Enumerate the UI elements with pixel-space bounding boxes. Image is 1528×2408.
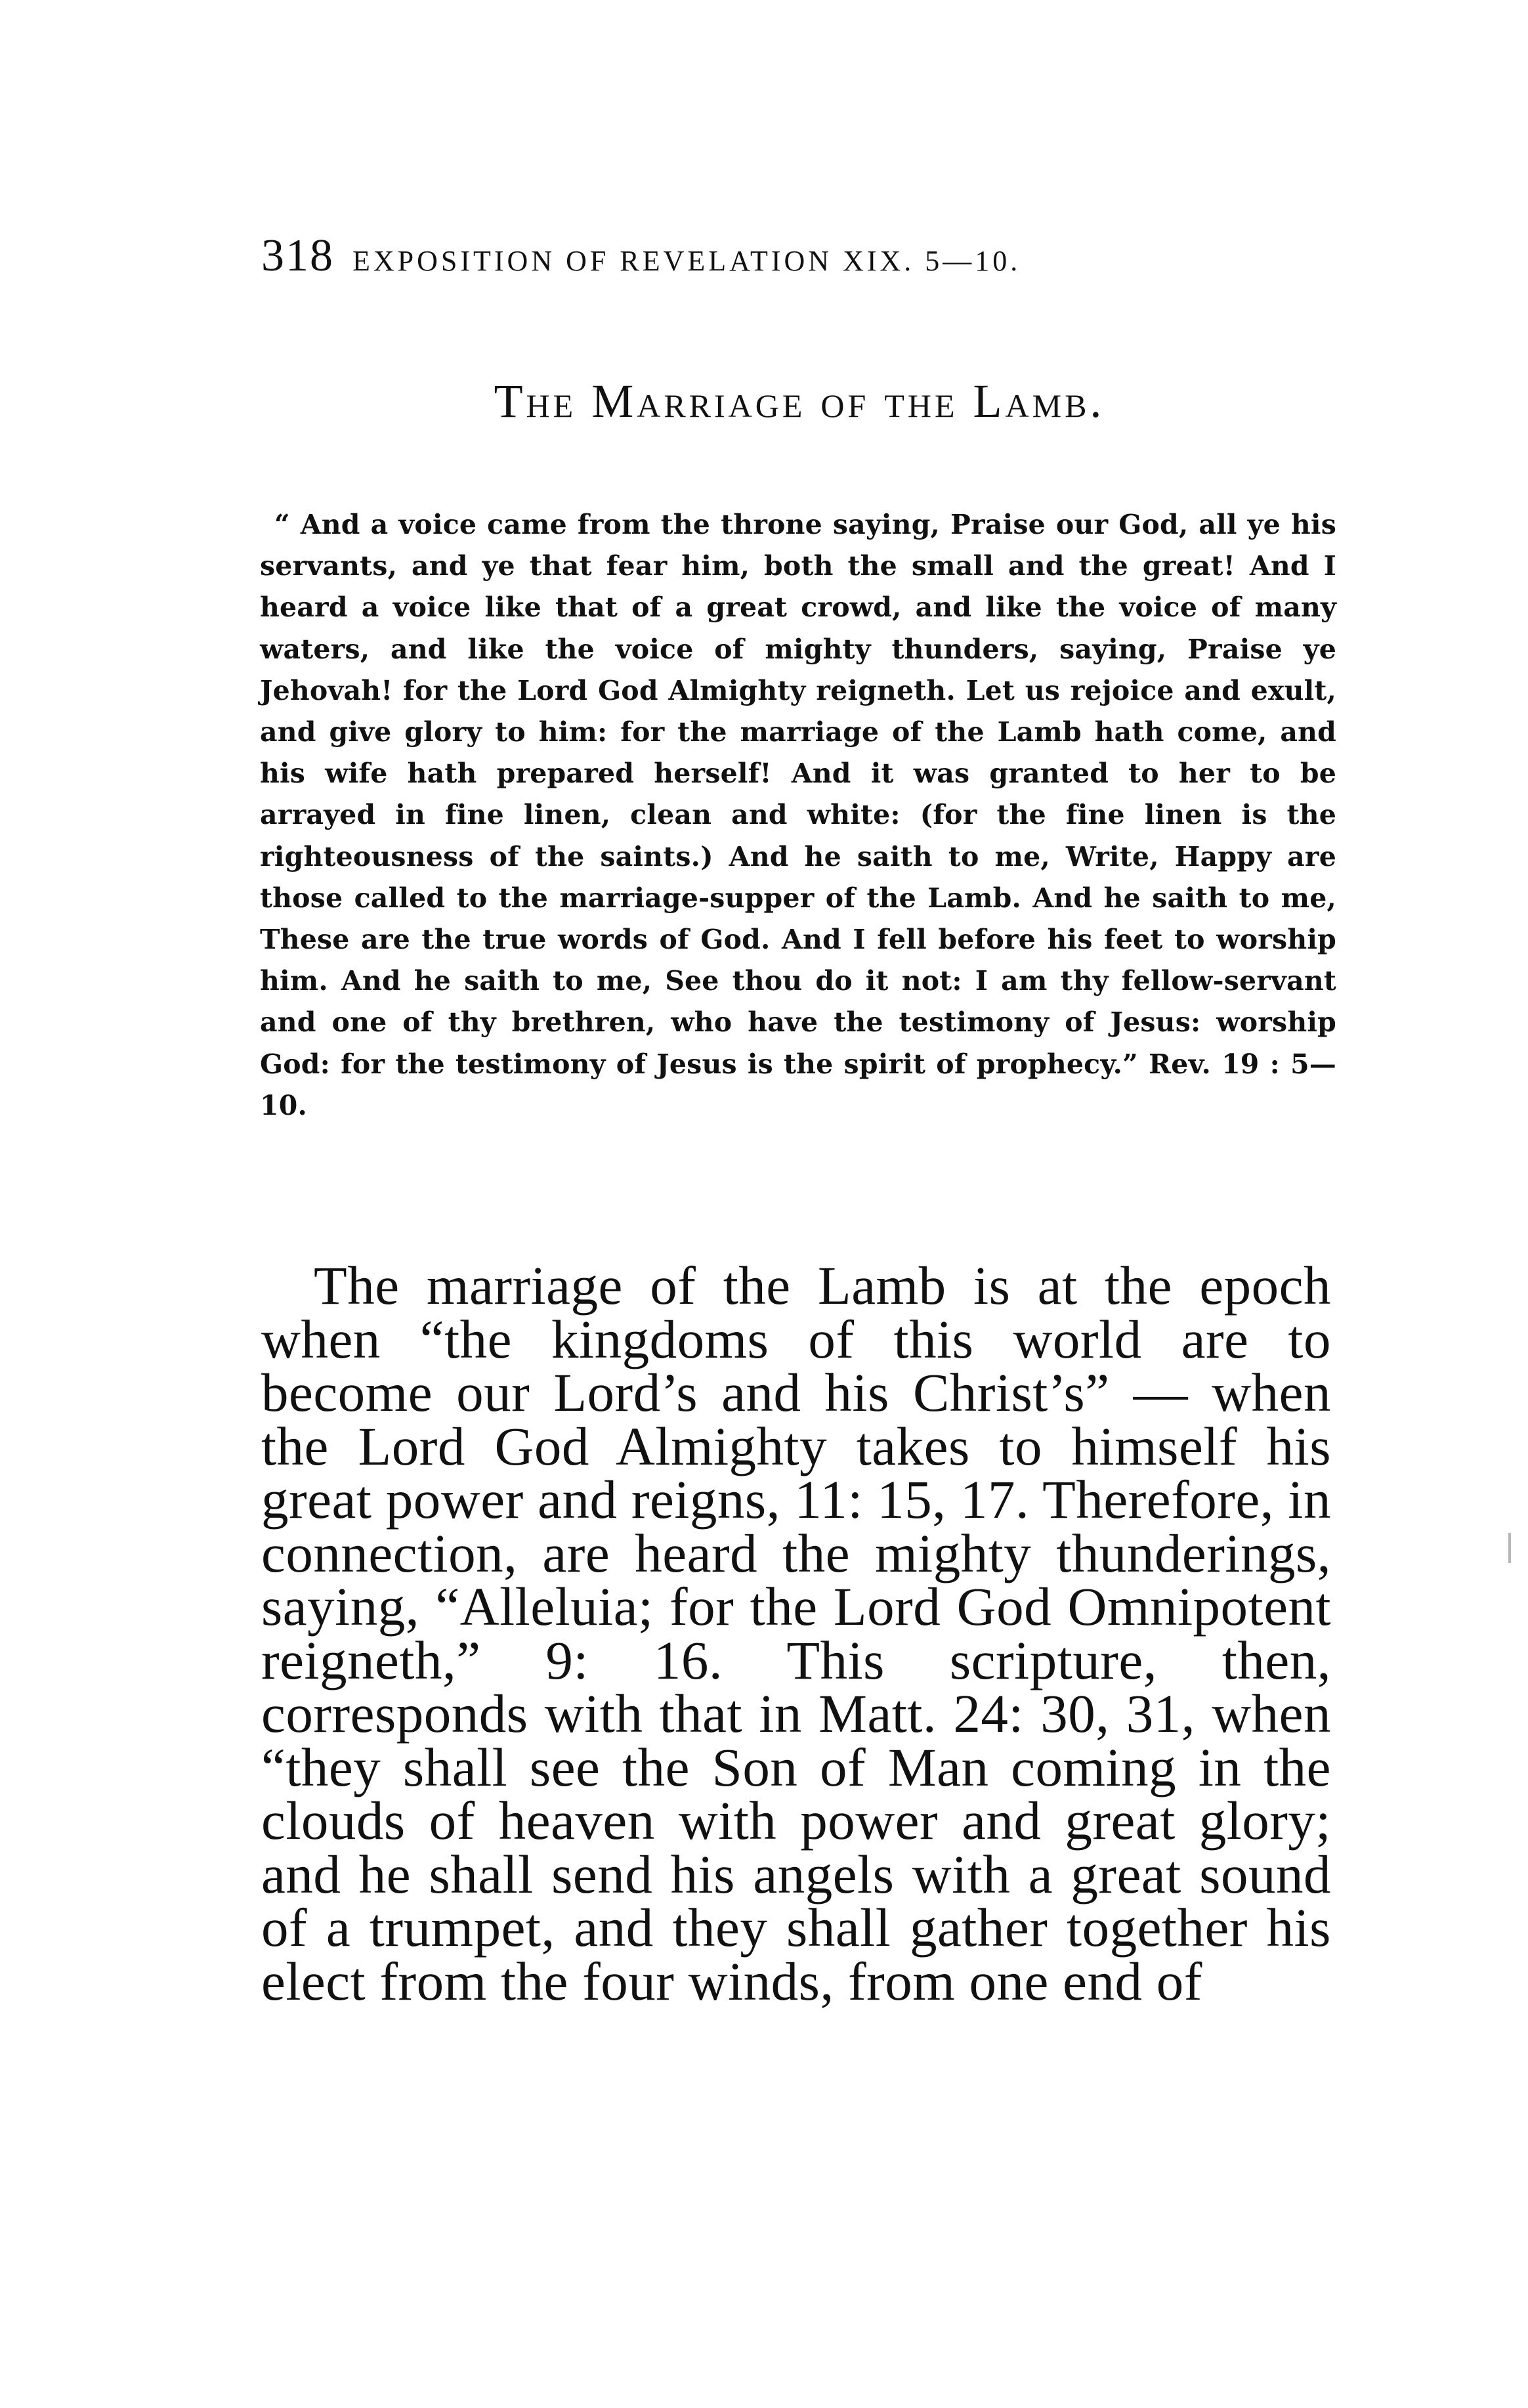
running-title: EXPOSITION OF REVELATION XIX. 5—10. (352, 245, 1021, 277)
running-head (261, 230, 1338, 289)
body-paragraph: The marriage of the Lamb is at the epoch when “the kingdoms of this world are to become our Lord’s and his Christ’s” — when the Lord God Almighty takes to himself his great power and reigns, 11: 15, 17. Therefore, in connection, are heard the mighty thunderings, saying, “Alleluia; for the Lord God Omnipotent reigneth,” 9: 16. This scripture, then, corresponds with that in Matt. 24: 30, 31, when “they shall see the Son of Man coming in the clouds of heaven with power and great glory; and he shall send his angels with a great sound of a trumpet, and they shall gather together his elect from the four winds, from one end of (261, 1255, 1331, 2011)
page-number: 318 (261, 230, 334, 281)
chapter-title: The Marriage of the Lamb. (494, 375, 1105, 427)
margin-mark (1508, 1533, 1511, 1563)
scripture-epigraph: “ And a voice came from the throne saying, Praise our God, all ye his servants, and ye that fear him, both the small and the great! And I heard a voice like that of a great crowd, and like the voice of many waters, and like the voice of mighty thunders, saying, Praise ye Jehovah! for the Lord God Almighty reigneth. Let us rejoice and exult, and give glory to him: for the marriage of the Lamb hath come, and his wife hath prepared herself! And it was granted to her to be arrayed in fine linen, clean and white: (for the fine linen is the righteousness of the saints.) And he saith to me, Write, Happy are those called to the marriage-supper of the Lamb. And he saith to me, These are the true words of God. And I fell before his feet to worship him. And he saith to me, See thou do it not: I am thy fellow-servant and one of thy brethren, who have the testimony of Jesus: worship God: for the testimony of Jesus is the spirit of prophecy.” Rev. 19 : 5—10. (260, 509, 1336, 1121)
